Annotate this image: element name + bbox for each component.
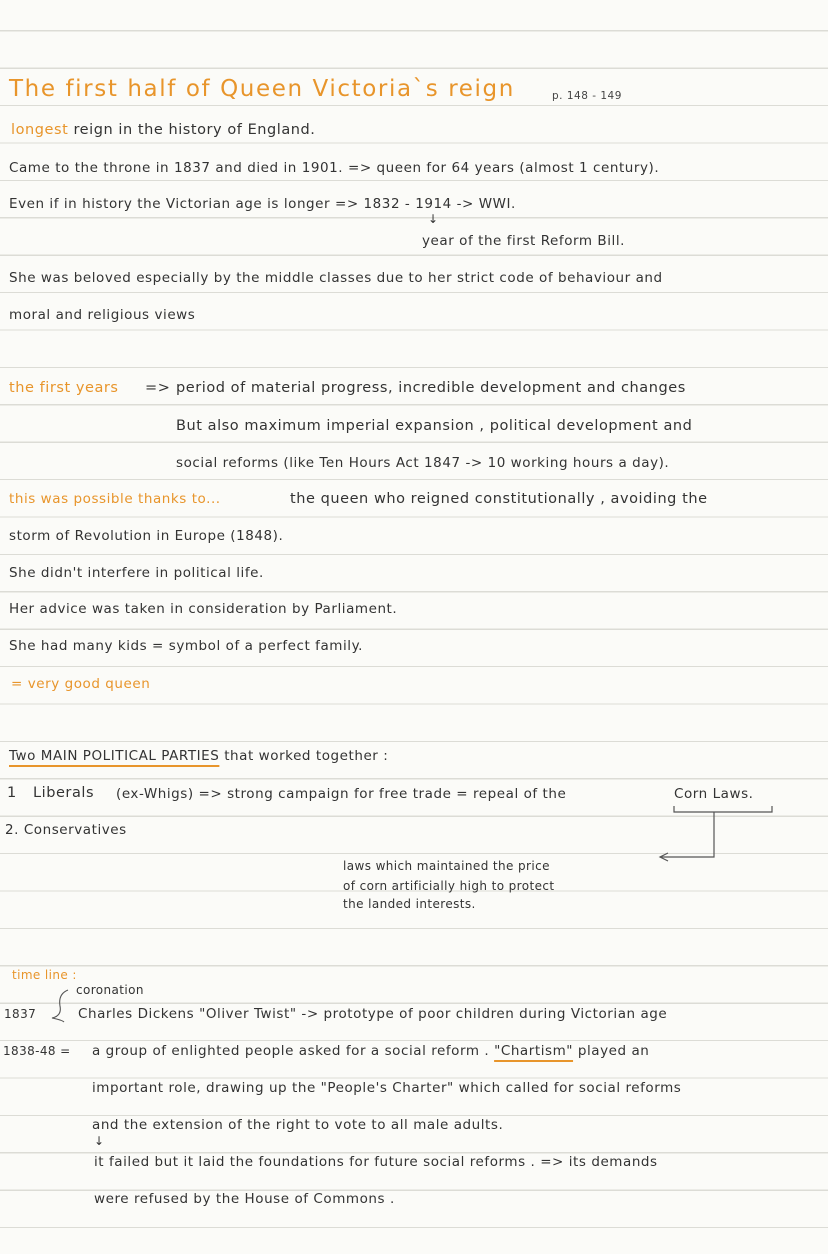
corn-laws-connector xyxy=(660,812,714,857)
party-1-number: 1 xyxy=(7,785,17,801)
timeline-entry-1: Charles Dickens "Oliver Twist" -> prototype of poor children during Victorian age xyxy=(78,1006,668,1022)
intro-line-3: Even if in history the Victorian age is longer => 1832 - 1914 -> WWI. xyxy=(9,196,516,212)
parties-heading-underlined: Two MAIN POLITICAL PARTIES xyxy=(9,748,220,764)
page-title: The first half of Queen Victoria`s reign xyxy=(9,76,515,102)
timeline-down-arrow-icon: ↓ xyxy=(94,1134,105,1148)
first-years-arrow: => xyxy=(145,380,171,396)
coronation-note: coronation xyxy=(76,983,144,997)
first-years-line-1: period of material progress, incredible development and changes xyxy=(176,380,686,396)
timeline-brace-icon xyxy=(52,990,68,1022)
corn-laws-bracket xyxy=(674,806,772,812)
corn-laws-note-line-2: of corn artificially high to protect xyxy=(343,879,555,893)
timeline-year-1838-48: 1838-48 = xyxy=(3,1044,71,1058)
timeline-entry-2-line-4: it failed but it laid the foundations for future social reforms . => its demands xyxy=(94,1154,658,1170)
timeline-entry-2-part-1: a group of enlighted people asked for a social reform . xyxy=(92,1043,490,1059)
first-years-label: the first years xyxy=(9,380,119,396)
parties-heading-rest: that worked together : xyxy=(224,748,389,764)
possible-thanks-label: this was possible thanks to... xyxy=(9,491,221,507)
intro-line-2: Came to the throne in 1837 and died in 1901. => queen for 64 years (almost 1 century). xyxy=(9,160,660,176)
first-years-line-5: storm of Revolution in Europe (1848). xyxy=(9,528,284,544)
intro-line-5: She was beloved especially by the middle classes due to her strict code of behaviour and xyxy=(9,270,663,286)
intro-line-1-text: reign in the history of England. xyxy=(73,122,316,138)
timeline-entry-2-line-3: and the extension of the right to vote to all male adults. xyxy=(92,1117,504,1133)
first-years-line-8: She had many kids = symbol of a perfect family. xyxy=(9,638,364,654)
first-years-line-3: social reforms (like Ten Hours Act 1847 -> 10 working hours a day). xyxy=(176,455,670,471)
first-years-line-4: the queen who reigned constitutionally , avoiding the xyxy=(290,491,708,507)
first-years-line-7: Her advice was taken in consideration by Parliament. xyxy=(9,601,398,617)
intro-line-4: year of the first Reform Bill. xyxy=(422,233,625,249)
conclusion-note: = very good queen xyxy=(11,676,151,692)
timeline-entry-2-part-2: played an xyxy=(577,1043,650,1059)
longest-highlight: longest xyxy=(11,122,69,138)
timeline-label: time line : xyxy=(12,968,77,982)
timeline-entry-2-line-2: important role, drawing up the "People's Charter" which called for social reforms xyxy=(92,1080,682,1096)
party-1-name: Liberals xyxy=(33,785,95,801)
corn-laws-term: Corn Laws. xyxy=(674,786,754,802)
corn-laws-note-line-1: laws which maintained the price xyxy=(343,859,550,873)
down-arrow-icon: ↓ xyxy=(428,212,439,226)
first-years-line-2: But also maximum imperial expansion , political development and xyxy=(176,418,693,434)
timeline-year-1837: 1837 xyxy=(4,1007,37,1021)
corn-laws-note-line-3: the landed interests. xyxy=(343,897,476,911)
page-reference: p. 148 - 149 xyxy=(552,90,622,102)
first-years-line-6: She didn't interfere in political life. xyxy=(9,565,264,581)
timeline-entry-2-line-5: were refused by the House of Commons . xyxy=(94,1191,395,1207)
party-1-description: (ex-Whigs) => strong campaign for free trade = repeal of the xyxy=(116,786,567,802)
intro-line-6: moral and religious views xyxy=(9,307,196,323)
chartism-term: "Chartism" xyxy=(494,1043,574,1059)
party-2: 2. Conservatives xyxy=(5,822,127,838)
